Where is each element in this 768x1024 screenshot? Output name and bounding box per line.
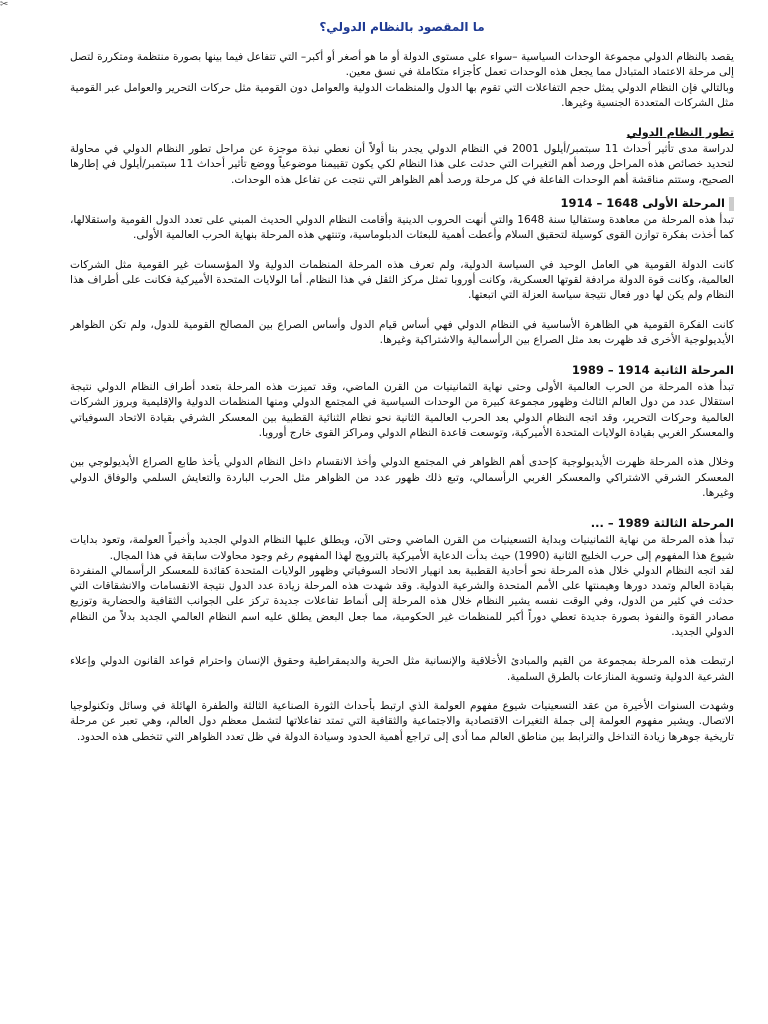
- era2-heading: المرحلة الثانية 1914 – 1989: [571, 363, 734, 378]
- era3-paragraph-1: تبدأ هذه المرحلة من نهاية الثمانينيات وبداية التسعينيات من القرن الماضي وحتى الآن، ويطلق عليها النظام الدولي الجديد وأخيراً العولمة، وتعود بدايات شيوع هذا المفهوم إلى حرب الخليج الثانية (1990) حيث بدأت الدعاية الأميركية بالترويج لهذا المفهوم رغم وجود محاولات سابقة في هذا المجال.: [70, 534, 734, 562]
- scissors-icon: ✂: [0, 0, 9, 10]
- era3-heading: المرحلة الثالثة 1989 – ...: [590, 516, 734, 531]
- page-title: ما المقصود بالنظام الدولي؟: [319, 20, 485, 34]
- era2-paragraph-2: وخلال هذه المرحلة ظهرت الأيديولوجية كإحدى أهم الظواهر في المجتمع الدولي وأخذ الانقسام داخل النظام الدولي يأخذ طابع الصراع الأيديولوجي بين المعسكر الشرقي الاشتراكي والمعسكر الغربي الرأسمالي، وتبع ذلك ظهور عدد من الظواهر مثل الحرب الباردة والتعايش السلمي والوفاق الدولي وغيرها.: [70, 456, 734, 499]
- intro-paragraph-2: وبالتالي فإن النظام الدولي يمثل حجم التفاعلات التي تقوم بها الدول والمنظمات الدولية والعوامل دون القومية مثل حركات التحرير والعوامل عبر القومية مثل الشركات المتعددة الجنسية وغيرها.: [70, 81, 734, 109]
- heading-marker-icon: [729, 197, 734, 211]
- era2-paragraph-1: تبدأ هذه المرحلة من الحرب العالمية الأولى وحتى نهاية الثمانينيات من القرن الماضي، وقد تميزت هذه المرحلة بتعدد أطراف النظام الدولي نتيجة استقلال عدد من دول العالم الثالث وظهور مجموعة كبيرة من الوحدات السياسية في المجتمع الدولي ومنها المنظمات الدولية والإقليمية وبروز الشركات العالمية وحركات التحرير، وقد اتجه النظام الدولي بعد الحرب العالمية الثانية نحو نظام الثنائية القطبية بين المعسكر الشرقي بقيادة الاتحاد السوفياتي والمعسكر الغربي بقيادة الولايات المتحدة الأميركية، وتوسعت قاعدة النظام الدولي ومراكز القوى خارج أوروبا.: [70, 381, 734, 440]
- era1-paragraph-3: كانت الفكرة القومية هي الظاهرة الأساسية في النظام الدولي فهي أساس قيام الدول وأساس الصراع بين المصالح القومية للدول، ولم تكن الظواهر الأيديولوجية الأخرى قد ظهرت بعد مثل الصراع بين الرأسمالية والاشتراكية وغيرها.: [70, 318, 734, 346]
- evolution-paragraph-1: لدراسة مدى تأثير أحداث 11 سبتمبر/أيلول 2001 في النظام الدولي يجدر بنا أولاً أن نعطي نبذة موجزة عن مراحل تطور النظام الدولي في محاولة لتحديد خصائص هذه المراحل ورصد أهم التغيرات التي حدثت على هذا النظام لكي يكون تقييمنا موضوعياً ووضع تأثير أحداث 11 سبتمبر/أيلول في إطارها الصحيح، وستتم مناقشة أهم الوحدات الفاعلة في كل مرحلة ورصد أهم الظواهر التي نتجت عن تفاعل هذه الوحدات.: [70, 143, 734, 186]
- era1-heading-text: المرحلة الأولى 1648 – 1914: [560, 196, 725, 211]
- era1-heading: [70, 195, 734, 212]
- section-heading-evolution: تطور النظام الدولي: [626, 126, 734, 140]
- era3-paragraph-3: ارتبطت هذه المرحلة بمجموعة من القيم والمبادئ الأخلاقية والإنسانية مثل الحرية والديمقراطية وحقوق الإنسان واحترام قواعد القانون الدولي وإعلاء الشرعية الدولية وتسوية المنازعات بالطرق السلمية.: [70, 655, 734, 683]
- era3-paragraph-4: وشهدت السنوات الأخيرة من عقد التسعينيات شيوع مفهوم العولمة الذي ارتبط بأحداث الثورة الصناعية الثالثة والطفرة الهائلة في وسائل وتكنولوجيا الاتصال. ويشير مفهوم العولمة إلى جملة التغيرات الاقتصادية والاجتماعية والثقافية التي تمتد تفاعلاتها لتشمل معظم دول العالم، وهي تعبر عن مرحلة تاريخية جوهرها زيادة التداخل والترابط بين مناطق العالم مما أدى إلى تراجع أهمية الحدود وسيادة الدولة في ظل تعدد الظواهر التي تتخطى هذه الحدود.: [70, 699, 734, 743]
- document-page: [70, 14, 734, 1014]
- intro-paragraph-1: يقصد بالنظام الدولي مجموعة الوحدات السياسية –سواء على مستوى الدولة أو ما هو أصغر أو أكبر– التي تتفاعل فيما بينها بصورة منتظمة ومتكررة لتصل إلى مرحلة الاعتماد المتبادل مما يجعل هذه الوحدات تعمل كأجزاء متكاملة في نسق معين.: [70, 51, 734, 79]
- era1-paragraph-1: تبدأ هذه المرحلة من معاهدة وستفاليا سنة 1648 والتي أنهت الحروب الدينية وأقامت النظام الدولي الحديث المبني على تعدد الدول القومية واستقلالها، كما أخذت بفكرة توازن القوى كوسيلة لتحقيق السلام وأعطت أهمية للبعثات الدبلوماسية، وتنتهي هذه المرحلة بنهاية الحرب العالمية الأولى.: [70, 214, 734, 242]
- era1-paragraph-2: كانت الدولة القومية هي العامل الوحيد في السياسة الدولية، ولم تعرف هذه المرحلة المنظمات الدولية ولا المؤسسات غير القومية مثل الشركات العالمية، وكانت قوة الدولة مرادفة لقوتها العسكرية، وكانت أوروبا تمثل مركز الثقل في هذا النظام. أما الولايات المتحدة الأميركية فكانت على أطراف هذا النظام ولم يكن لها دور فعال نتيجة سياسة العزلة التي اتبعتها.: [70, 258, 734, 302]
- era3-paragraph-2: لقد اتجه النظام الدولي خلال هذه المرحلة نحو أحادية القطبية بعد انهيار الاتحاد السوفياتي وظهور الولايات المتحدة كقائدة للمعسكر الرأسمالي المنفردة بقيادة العالم وتمدد دورها وهيمنتها على الأمم المتحدة والشرعية الدولية. وقد شهدت هذه المرحلة زيادة عدد الدول نتيجة الانقسامات والانشقاقات التي حدثت في كثير من الدول، وفي الوقت نفسه يشير النظام خلال هذه المرحلة إلى أنماط تفاعلات جديدة تركز على الجوانب الثقافية والحضارية وتوزيع مصادر القوة والنفوذ بصورة جديدة تعطي دوراً أكبر للمنظمات غير الحكومية، مما جعل البعض يطلق عليه اسم النظام العالمي الجديد بدلاً من النظام الدولي الجديد.: [70, 564, 734, 639]
